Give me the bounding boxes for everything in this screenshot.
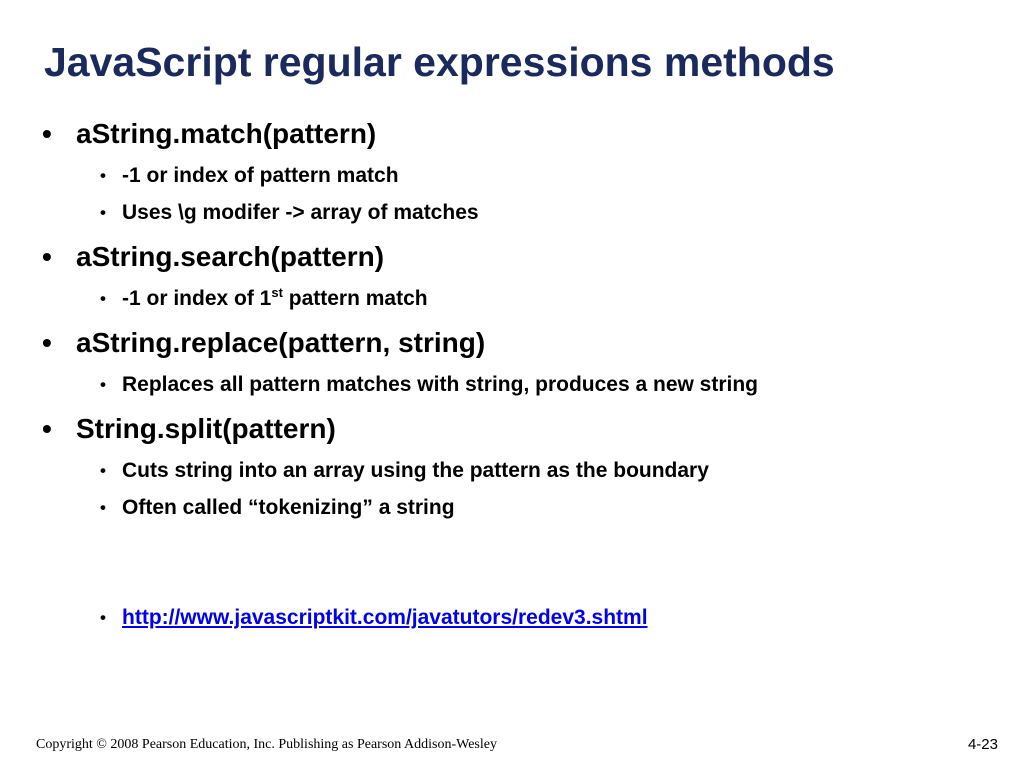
sub-bullet-text: -1 or index of pattern match bbox=[122, 164, 399, 187]
sub-bullet-match-index bbox=[100, 163, 399, 189]
sub-bullet-search-index bbox=[100, 285, 428, 312]
slide-number: 4-23 bbox=[967, 736, 998, 753]
bullet-dot: • bbox=[42, 413, 52, 444]
bullet-match bbox=[42, 117, 377, 151]
bullet-dot: • bbox=[42, 327, 52, 358]
sub-bullet-text: Uses \g modifer -> array of matches bbox=[122, 201, 479, 224]
bullet-dot: • bbox=[42, 118, 52, 149]
bullet-search bbox=[42, 240, 385, 274]
reference-link[interactable]: http://www.javascriptkit.com/javatutors/redev3.shtml bbox=[122, 606, 648, 629]
bullet-dot: • bbox=[42, 241, 52, 272]
sub-bullet-text: Cuts string into an array using the pattern as the boundary bbox=[122, 459, 709, 482]
sub-bullet-match-g-modifier bbox=[100, 200, 479, 226]
bullet-text-replace: aString.replace(pattern, string) bbox=[76, 327, 486, 358]
sub-bullet-replace-desc bbox=[100, 372, 758, 398]
sub-bullet-text: Replaces all pattern matches with string, produces a new string bbox=[122, 373, 758, 396]
sub-bullet-dot: • bbox=[100, 608, 106, 627]
sub-bullet-dot: • bbox=[100, 166, 106, 185]
bullet-split bbox=[42, 412, 336, 446]
sub-bullet-dot: • bbox=[100, 375, 106, 394]
sub-bullet-dot: • bbox=[100, 461, 106, 480]
superscript-st: st bbox=[271, 285, 283, 300]
sub-bullet-dot: • bbox=[100, 203, 106, 222]
bullet-text-search: aString.search(pattern) bbox=[76, 241, 385, 272]
bullet-replace bbox=[42, 326, 486, 360]
slide-title: JavaScript regular expressions methods bbox=[44, 39, 835, 85]
sub-bullet-text-after: pattern match bbox=[282, 287, 428, 310]
sub-bullet-reference bbox=[100, 605, 648, 631]
sub-bullet-dot: • bbox=[100, 498, 106, 517]
footer-copyright: Copyright © 2008 Pearson Education, Inc. Publishing as Pearson Addison-Wesley bbox=[36, 737, 497, 752]
sub-bullet-text: Often called “tokenizing” a string bbox=[122, 496, 455, 519]
sub-bullet-split-tokenizing bbox=[100, 495, 455, 521]
sub-bullet-split-desc bbox=[100, 458, 709, 484]
bullet-text-split: String.split(pattern) bbox=[76, 413, 336, 444]
sub-bullet-text: -1 or index of 1 bbox=[122, 287, 272, 310]
sub-bullet-dot: • bbox=[100, 289, 106, 308]
bullet-text-match: aString.match(pattern) bbox=[76, 118, 377, 149]
